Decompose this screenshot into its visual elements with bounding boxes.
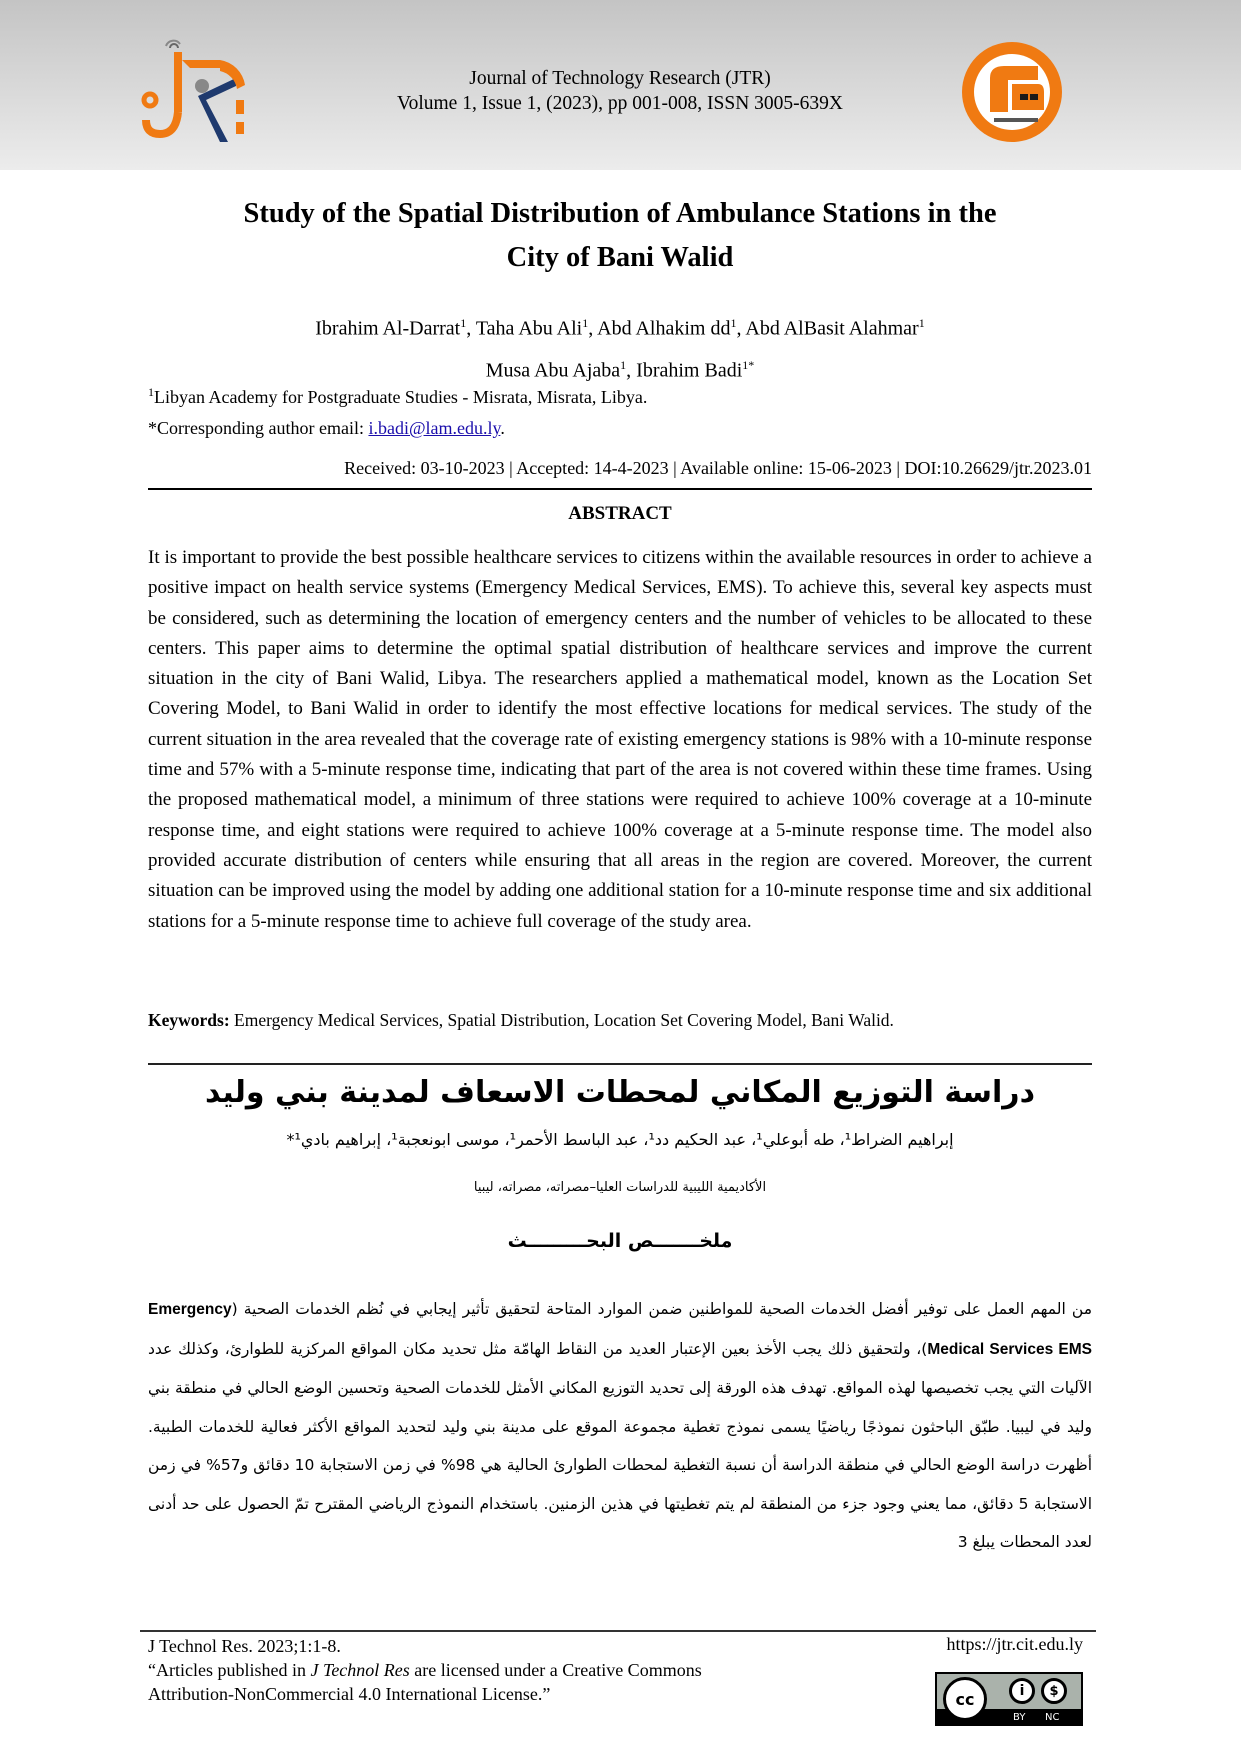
title-line-2: City of Bani Walid	[506, 242, 734, 273]
arabic-abstract-text: من المهم العمل على توفير أفضل الخدمات الصحية للمواطنين ضمن الموارد المتاحة لتحقيق تأثير إيجابي في نُظم الخدمات الصحية (Emergency Medical Services EMS)، ولتحقيق ذلك يجب الأخذ بعين الإعتبار العديد من النقاط الهامّة مثل تحديد مكان المواقع المركزية للطوارئ، وكذلك عدد الآليات التي يجب تخصيصها لهذه المواقع. تهدف هذه الورقة إلى تحديد التوزيع المكاني الأمثل للخدمات الصحية وتحسين الوضع الحالي في منطقة بني وليد في ليبيا. طبّق الباحثون نموذجًا رياضيًا يسمى نموذج تغطية مجموعة الموقع على مدينة بني وليد لتحديد المواقع الأكثر فعالية للخدمات الطبية. أظهرت دراسة الوضع الحالي في منطقة الدراسة أن نسبة التغطية لمحطات الطوارئ الحالية هي 98% في زمن الاستجابة 10 دقائق و57% في زمن الاستجابة 5 دقائق، مما يعني وجود جزء من المنطقة لم يتم تغطيتها في هذين الزمنين. باستخدام النموذج الرياضي المقترح تمّ الحصول على حد أدنى لعدد المحطات يبلغ 3	[148, 1300, 1093, 1551]
keywords: Keywords: Emergency Medical Services, Spatial Distribution, Location Set Covering Model, Bani Walid.	[148, 1010, 894, 1030]
authors-line-2: Musa Abu Ajaba$^1$, Ibrahim Badi$^{1*}$	[485, 357, 755, 382]
journal-name: Journal of Technology Research (JTR)	[469, 68, 771, 89]
author-list	[140, 305, 1100, 388]
divider	[148, 488, 1092, 490]
authors-line-1: Ibrahim Al-Darrat$^1$, Taha Abu Ali$^1$, Abd Alhakim $dd^1$, Abd AlBasit Alahmar$^1$	[315, 316, 925, 340]
arabic-abstract-heading: ملخـــــــص البحـــــــــث	[507, 1230, 733, 1252]
journal-volume: Volume 1, Issue 1, (2023), pp 001-008, ISSN 3005-639X	[397, 93, 843, 114]
citation: J Technol Res. 2023;1:1-8.	[148, 1636, 341, 1656]
journal-header	[0, 0, 1241, 170]
nc-label: NC	[1045, 1712, 1060, 1723]
paper-title	[140, 192, 1100, 280]
abstract-text: It is important to provide the best possible healthcare services to citizens within the available resources in order to achieve a positive impact on health service systems (Emergency Medical Services, EMS). To achieve this, several key aspects must be considered, such as determining the location of emergency centers and the number of vehicles to be allocated to these centers. This paper aims to determine the optimal spatial distribution of healthcare services and improve the current situation in the city of Bani Walid, Libya. The researchers applied a mathematical model, known as the Location Set Covering Model, to Bani Walid in order to identify the most effective locations for medical services. The study of the current situation in the area revealed that the coverage rate of existing emergency stations is 98% with a 10-minute response time and 57% with a 5-minute response time, indicating that part of the area is not covered within these time frames. Using the proposed mathematical model, a minimum of three stations were required to achieve 100% coverage at a 10-minute response time, and eight stations were required to achieve 100% coverage at a 5-minute response time. The model also provided accurate distribution of centers while ensuring that all areas in the region are covered. Moreover, the current situation can be improved using the model by adding one additional station for a 10-minute response time and six additional stations for a 5-minute response time to achieve full coverage of the study area.	[148, 547, 1092, 932]
footer-divider	[140, 1630, 1096, 1632]
college-logo-icon	[960, 40, 1065, 145]
noncommercial-icon: $	[1041, 1678, 1067, 1704]
arabic-authors: إبراهيم الضراط¹، طه أبوعلي¹، عبد الحكيم دد¹، عبد الباسط الأحمر¹، موسى ابونعجبة¹، إبراهيم بادي¹*	[286, 1130, 954, 1149]
license-text-line-2: Attribution-NonCommercial 4.0 International License.”	[148, 1684, 551, 1704]
attribution-icon: i	[1009, 1678, 1035, 1704]
publication-dates: Received: 03-10-2023 | Accepted: 14-4-2023 | Available online: 15-06-2023 | DOI:10.26629/jtr.2023.01	[344, 458, 1092, 478]
arabic-affiliation: الأكاديمية الليبية للدراسات العليا–مصراته، مصراته، ليبيا	[473, 1180, 767, 1195]
cc-by-nc-badge[interactable]	[935, 1672, 1083, 1726]
title-line-1: Study of the Spatial Distribution of Ambulance Stations in the	[243, 198, 997, 229]
affiliation-block	[148, 377, 647, 444]
by-label: BY	[1013, 1712, 1026, 1723]
affiliation: $^1$Libyan Academy for Postgraduate Studies - Misrata, Misrata, Libya.	[148, 385, 648, 407]
jtr-logo-icon	[140, 38, 270, 143]
email-link[interactable]: i.badi@lam.edu.ly	[368, 418, 501, 438]
divider	[148, 1063, 1092, 1065]
arabic-title: دراسة التوزيع المكاني لمحطات الاسعاف لمدينة بني وليد	[205, 1075, 1035, 1110]
journal-url[interactable]: https://jtr.cit.edu.ly	[946, 1634, 1083, 1654]
corresponding-author: *Corresponding author email: i.badi@lam.edu.ly.	[148, 418, 505, 438]
footer-citation-block	[148, 1634, 702, 1706]
abstract-heading: ABSTRACT	[568, 503, 672, 524]
journal-info	[300, 66, 940, 116]
license-text: “Articles published in J Technol Res are licensed under a Creative Commons	[148, 1660, 702, 1680]
cc-icon: cc	[943, 1677, 987, 1721]
